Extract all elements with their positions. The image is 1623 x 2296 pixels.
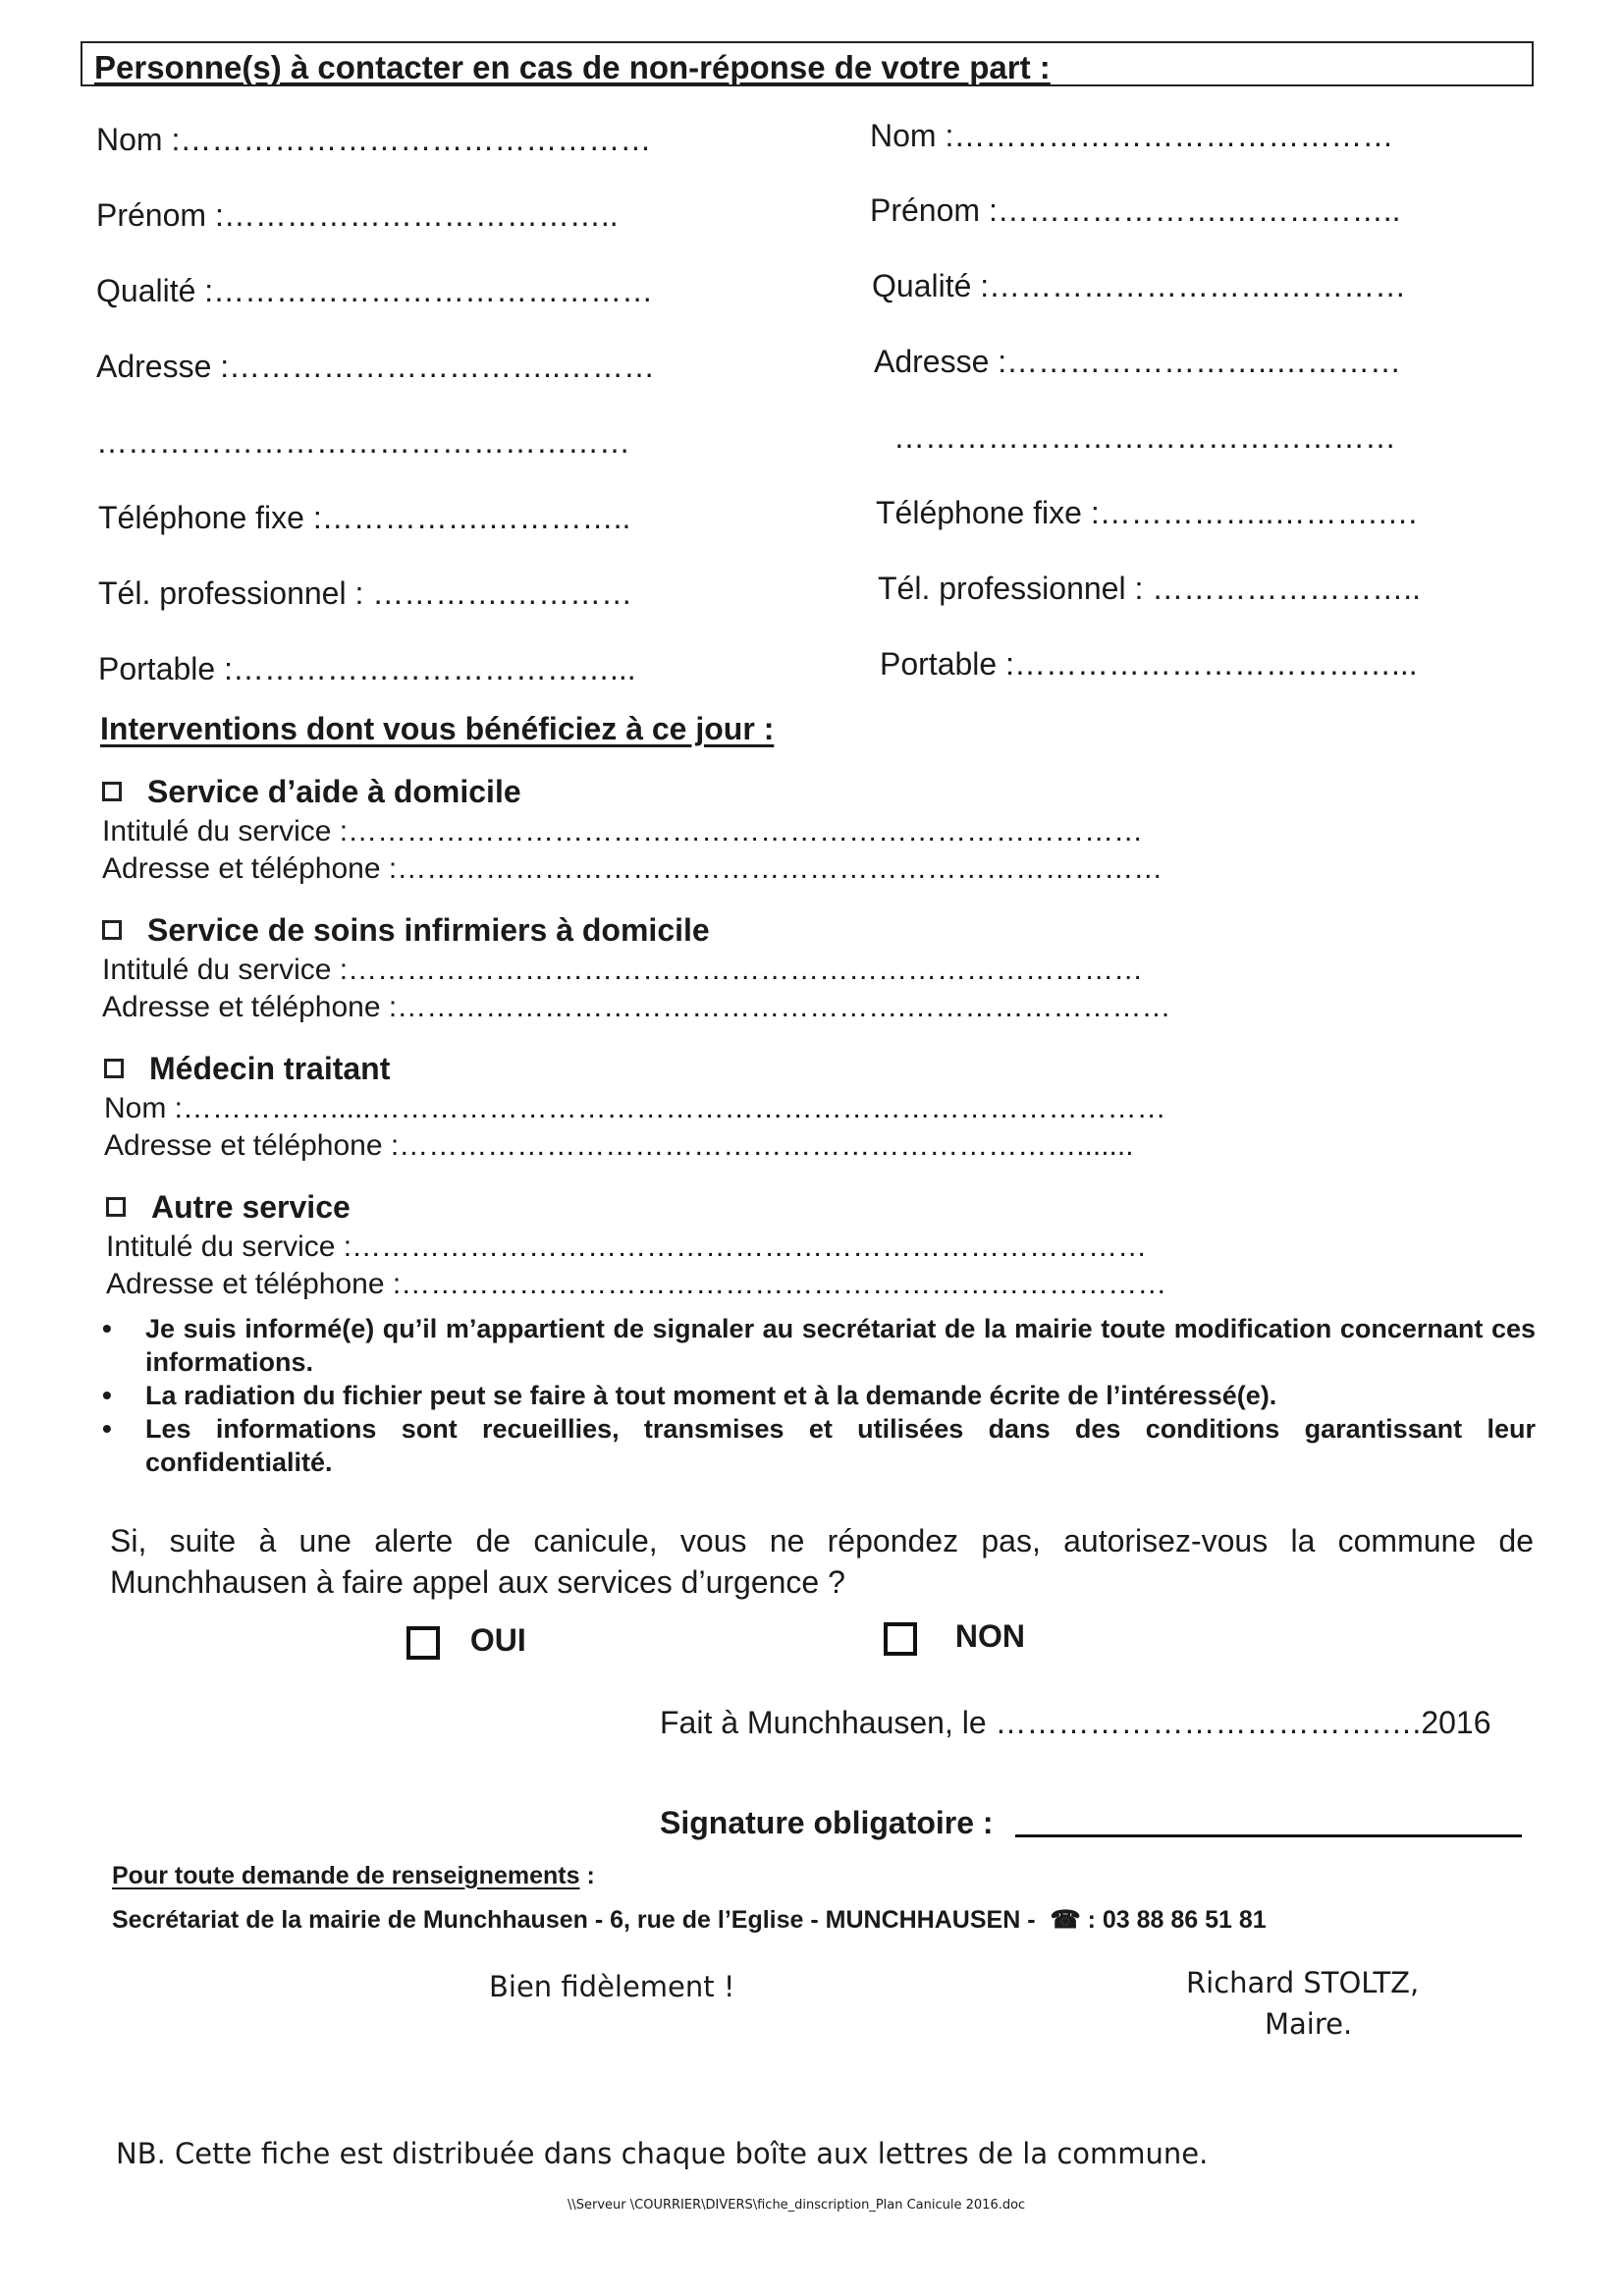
closing-greeting: Bien fidèlement !	[489, 1970, 735, 2003]
service-aide-domicile-checkbox[interactable]	[102, 782, 122, 801]
right-adresse2-field[interactable]: …………………………………………	[893, 419, 1396, 455]
note-item: • Je suis informé(e) qu’il m’appartient de signaler au secrétariat de la mairie toute modification concernant ces informations.	[102, 1312, 1536, 1379]
contact-info-line	[112, 1905, 1267, 1935]
signature-label: Signature obligatoire :	[660, 1805, 994, 1840]
emergency-question: Si, suite à une alerte de canicule, vous ne répondez pas, autorisez-vous la commune de Munchhausen à faire appel aux services d’urgence ?	[110, 1523, 1534, 1600]
service-aide-domicile-intitule-field[interactable]: Intitulé du service :………………………………………………………………………	[102, 815, 1144, 847]
left-telephone-fixe-field[interactable]: Téléphone fixe :…………….…………..	[98, 500, 631, 535]
right-qualite-field[interactable]: Qualité :……………………….…………	[872, 268, 1407, 303]
right-tel-professionnel-field[interactable]: Tél. professionnel : ……………………..	[878, 571, 1422, 606]
service-soins-infirmiers	[102, 912, 710, 949]
fait-a-date-field[interactable]: Fait à Munchhausen, le ……………………………….….2016	[660, 1705, 1491, 1740]
signatory-role: Maire.	[1265, 2007, 1353, 2041]
autre-service-adresse-field[interactable]: Adresse et téléphone :……………………………………………………………………	[106, 1268, 1167, 1300]
right-prenom-field[interactable]: Prénom :………………….……………..	[870, 192, 1401, 228]
signature-line[interactable]	[1015, 1834, 1522, 1837]
left-qualite-field[interactable]: Qualité :……………………………………	[96, 273, 654, 308]
service-soins-infirmiers-adresse-field[interactable]: Adresse et téléphone :…………………………………………….………………………	[102, 991, 1171, 1023]
medecin-traitant-nom-field[interactable]: Nom :…………….....………………………………………………………………………	[104, 1092, 1166, 1124]
left-adresse2-field[interactable]: ……………………………………………	[96, 424, 630, 460]
service-aide-domicile-adresse-field[interactable]: Adresse et téléphone :……………………………………………………………………	[102, 852, 1163, 885]
interventions-title: Interventions dont vous bénéficiez à ce jour :	[100, 711, 775, 746]
contact-info-phone: : 03 88 86 51 81	[1087, 1906, 1267, 1934]
medecin-traitant-title: Médecin traitant	[149, 1051, 391, 1086]
left-tel-professionnel-field[interactable]: Tél. professionnel : ………….…………	[98, 575, 633, 611]
information-notes	[102, 1312, 1536, 1479]
right-adresse-field[interactable]: Adresse :……………………..…………	[874, 344, 1401, 379]
choice-oui[interactable]	[406, 1622, 526, 1660]
left-adresse-field[interactable]: Adresse :…………………………..………	[96, 349, 655, 384]
file-path-footer: \\Serveur \COURRIER\DIVERS\fiche_dinscription_Plan Canicule 2016.doc	[568, 2198, 1026, 2213]
medecin-traitant-adresse-field[interactable]: Adresse et téléphone :…………………………………………………………….......	[104, 1129, 1134, 1162]
service-aide-domicile	[102, 774, 521, 810]
contact-info-title: Pour toute demande de renseignements	[112, 1862, 580, 1889]
right-telephone-fixe-field[interactable]: Téléphone fixe :……………..……….….	[876, 495, 1418, 530]
contact-info-heading	[112, 1862, 595, 1890]
left-prenom-field[interactable]: Prénom :………………………………..	[96, 197, 619, 233]
autre-service-checkbox[interactable]	[106, 1197, 126, 1217]
service-aide-domicile-title: Service d’aide à domicile	[147, 774, 521, 809]
oui-checkbox[interactable]	[406, 1626, 440, 1660]
medecin-traitant	[104, 1051, 390, 1087]
note-item: • Les informations sont recueillies, transmises et utilisées dans des conditions garantissant leur confidentialité.	[102, 1412, 1536, 1479]
oui-label: OUI	[469, 1622, 526, 1658]
right-portable-field[interactable]: Portable :………………………………...	[880, 646, 1418, 682]
right-nom-field[interactable]: Nom :……………………………………	[870, 118, 1394, 153]
autre-service-title: Autre service	[151, 1189, 351, 1225]
header-title: Personne(s) à contacter en cas de non-réponse de votre part :	[94, 49, 1051, 85]
service-soins-infirmiers-title: Service de soins infirmiers à domicile	[147, 912, 710, 948]
contact-info-address: Secrétariat de la mairie de Munchhausen - 6, rue de l’Eglise - MUNCHHAUSEN -	[112, 1906, 1036, 1934]
left-portable-field[interactable]: Portable :………………………………...	[98, 651, 636, 686]
left-nom-field[interactable]: Nom :………………………………………	[96, 122, 652, 157]
autre-service	[106, 1189, 351, 1226]
service-soins-infirmiers-intitule-field[interactable]: Intitulé du service :………………………………………………………………………	[102, 954, 1144, 986]
telephone-icon: ☎	[1050, 1906, 1081, 1934]
contact-info-colon: :	[586, 1862, 595, 1889]
choice-non[interactable]	[884, 1618, 1025, 1656]
signatory-name: Richard STOLTZ,	[1186, 1966, 1420, 1999]
non-label: NON	[954, 1618, 1025, 1654]
autre-service-intitule-field[interactable]: Intitulé du service :………………………………………………………………………	[106, 1230, 1148, 1263]
non-checkbox[interactable]	[884, 1622, 917, 1656]
note-item: • La radiation du fichier peut se faire à tout moment et à la demande écrite de l’intéressé(e).	[102, 1379, 1536, 1412]
service-soins-infirmiers-checkbox[interactable]	[102, 920, 122, 940]
medecin-traitant-checkbox[interactable]	[104, 1059, 124, 1078]
nb-note: NB. Cette fiche est distribuée dans chaque boîte aux lettres de la commune.	[116, 2137, 1209, 2170]
